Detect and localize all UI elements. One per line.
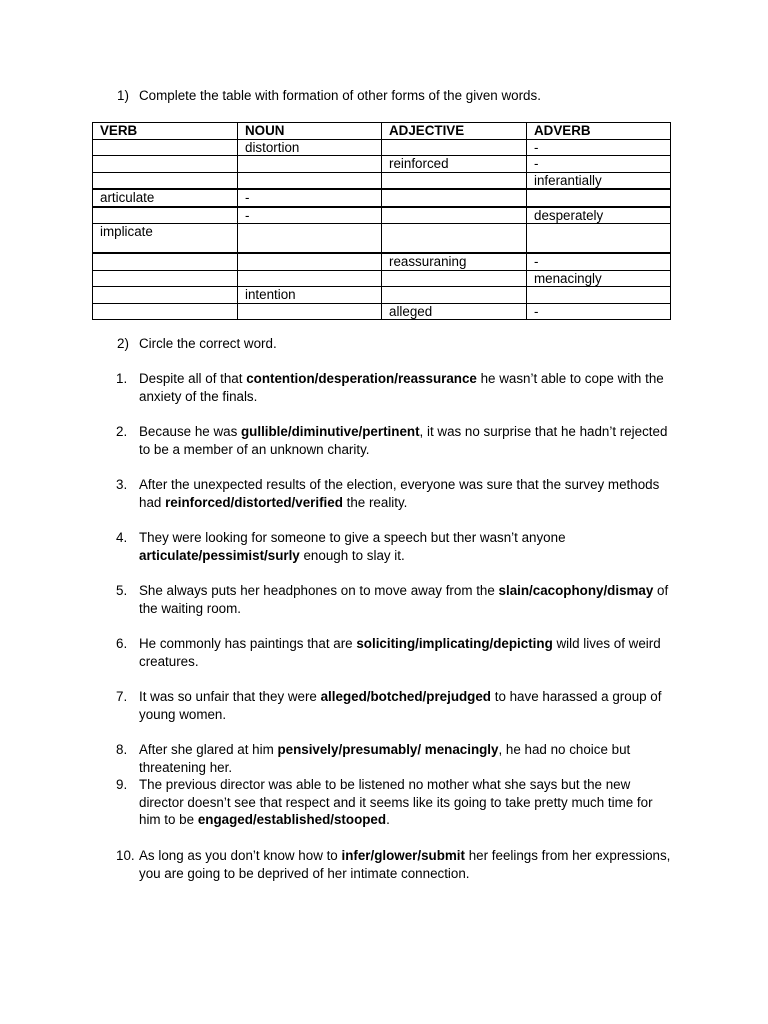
- question-number: 7.: [116, 689, 128, 704]
- question-text-after: .: [386, 812, 390, 828]
- table-cell: reinforced: [382, 156, 527, 173]
- question-text-after: , he had no choice but threatening her.: [139, 742, 631, 775]
- question-number: 5.: [116, 583, 128, 598]
- table-cell[interactable]: [382, 224, 527, 254]
- table-row: [93, 139, 671, 156]
- question-text-before: The previous director was able to be listened no mother what she says but the new director doesn’t see that respect and it seems like its going to take pretty much time for him to be: [139, 777, 653, 828]
- table-cell[interactable]: [527, 189, 671, 207]
- task-2-instruction: Circle the correct word.: [139, 336, 277, 351]
- table-cell: menacingly: [527, 270, 671, 287]
- question-text: [139, 741, 676, 776]
- header-verb: VERB: [93, 123, 238, 140]
- table-cell[interactable]: [238, 172, 382, 189]
- header-adjective: ADJECTIVE: [382, 123, 527, 140]
- table-cell[interactable]: [238, 303, 382, 320]
- question-text-before: As long as you don’t know how to: [139, 848, 342, 863]
- question-number: 6.: [116, 636, 128, 651]
- question-text: [139, 370, 676, 405]
- question-text: [139, 423, 676, 458]
- question-number: 10.: [116, 848, 135, 863]
- task-1-instruction: Complete the table with formation of other forms of the given words.: [139, 88, 541, 103]
- table-cell[interactable]: [238, 253, 382, 270]
- question-text-before: It was so unfair that they were: [139, 689, 321, 704]
- question-6: [116, 635, 676, 670]
- question-text-before: After the unexpected results of the election, everyone was sure that the survey methods had: [139, 477, 660, 510]
- table-cell[interactable]: [382, 207, 527, 224]
- table-cell[interactable]: [382, 270, 527, 287]
- question-text-after: wild lives of weird creatures.: [139, 636, 661, 669]
- question-number: 2.: [116, 424, 128, 439]
- table-cell: articulate: [93, 189, 238, 207]
- table-cell[interactable]: [382, 189, 527, 207]
- question-8: [116, 741, 676, 776]
- answer-options[interactable]: contention/desperation/reassurance: [246, 371, 477, 386]
- question-4: [116, 529, 676, 564]
- word-forms-table: [92, 122, 671, 320]
- table-row: [93, 207, 671, 224]
- table-cell: -: [527, 303, 671, 320]
- question-number: 4.: [116, 530, 128, 545]
- question-7: [116, 688, 676, 723]
- table-cell[interactable]: [93, 287, 238, 304]
- question-text-before: They were looking for someone to give a speech but ther wasn’t anyone: [139, 530, 566, 545]
- answer-options[interactable]: reinforced/distorted/verified: [165, 494, 343, 510]
- question-number: 1.: [116, 371, 128, 386]
- table-cell[interactable]: [93, 270, 238, 287]
- table-row: [93, 287, 671, 304]
- table-row: [93, 224, 671, 254]
- table-row: [93, 253, 671, 270]
- question-1: [116, 370, 676, 405]
- table-cell: intention: [238, 287, 382, 304]
- answer-options[interactable]: pensively/presumably/ menacingly: [277, 742, 499, 757]
- question-text-after: enough to slay it.: [299, 547, 405, 563]
- table-cell: -: [238, 207, 382, 224]
- table-cell: -: [527, 139, 671, 156]
- question-text: [139, 529, 676, 564]
- table-cell: -: [527, 156, 671, 173]
- header-noun: NOUN: [238, 123, 382, 140]
- question-text: [139, 776, 676, 829]
- table-cell[interactable]: [527, 287, 671, 304]
- question-5: [116, 582, 676, 617]
- header-adverb: ADVERB: [527, 123, 671, 140]
- question-text: [139, 847, 676, 882]
- table-cell[interactable]: [93, 303, 238, 320]
- question-text: [139, 476, 676, 511]
- table-cell: alleged: [382, 303, 527, 320]
- table-cell: -: [527, 253, 671, 270]
- table-cell: desperately: [527, 207, 671, 224]
- question-2: [116, 423, 676, 458]
- answer-options[interactable]: engaged/established/stooped: [197, 812, 387, 828]
- table-cell[interactable]: [93, 139, 238, 156]
- table-row: [93, 156, 671, 173]
- question-text-after: he wasn’t able to cope with the anxiety of the finals.: [139, 371, 664, 404]
- question-number: 9.: [116, 777, 128, 792]
- question-text-before: Because he was: [139, 424, 241, 439]
- table-cell: distortion: [238, 139, 382, 156]
- table-cell: implicate: [93, 224, 238, 254]
- table-cell[interactable]: [238, 270, 382, 287]
- question-text-before: After she glared at him: [139, 742, 278, 757]
- question-number: 8.: [116, 742, 128, 757]
- question-text-after: her feelings from her expressions, you are going to be deprived of her intimate connection.: [139, 848, 671, 881]
- table-row: [93, 172, 671, 189]
- question-text-after: of the waiting room.: [139, 583, 669, 616]
- table-row: [93, 189, 671, 207]
- answer-options[interactable]: gullible/diminutive/pertinent: [240, 424, 420, 439]
- answer-options[interactable]: infer/glower/submit: [341, 848, 465, 863]
- question-text-after: the reality.: [342, 494, 408, 510]
- table-cell: reassuraning: [382, 253, 527, 270]
- table-cell: inferantially: [527, 172, 671, 189]
- table-cell[interactable]: [93, 207, 238, 224]
- question-text-after: , it was no surprise that he hadn’t rejected to be a member of an unknown charity.: [139, 424, 668, 457]
- question-9: [116, 776, 676, 829]
- question-text-after: to have harassed a group of young women.: [139, 689, 662, 722]
- table-cell[interactable]: [382, 287, 527, 304]
- question-text-before: He commonly has paintings that are: [139, 636, 357, 651]
- question-text: [139, 688, 676, 723]
- question-text-before: Despite all of that: [139, 371, 247, 386]
- answer-options[interactable]: articulate/pessimist/surly: [139, 547, 300, 563]
- answer-options[interactable]: alleged/botched/prejudged: [320, 689, 491, 704]
- answer-options[interactable]: soliciting/implicating/depicting: [356, 636, 553, 651]
- table-cell[interactable]: [238, 156, 382, 173]
- table-cell[interactable]: [527, 224, 671, 254]
- question-number: 3.: [116, 477, 128, 492]
- table-cell[interactable]: [382, 172, 527, 189]
- table-cell[interactable]: [93, 253, 238, 270]
- task-1-number: 1): [117, 88, 129, 103]
- table-cell[interactable]: [238, 224, 382, 254]
- question-10: [116, 847, 676, 882]
- table-row: [93, 303, 671, 320]
- task-2-number: 2): [117, 336, 129, 351]
- question-text-before: She always puts her headphones on to move away from the: [139, 583, 499, 598]
- table-row: [93, 270, 671, 287]
- question-text: [139, 635, 676, 670]
- answer-options[interactable]: slain/cacophony/dismay: [498, 583, 654, 598]
- question-3: [116, 476, 676, 511]
- table-cell: -: [238, 189, 382, 207]
- table-cell[interactable]: [382, 139, 527, 156]
- table-header-row: [93, 123, 671, 140]
- table-cell[interactable]: [93, 172, 238, 189]
- question-text: [139, 582, 676, 617]
- table-cell[interactable]: [93, 156, 238, 173]
